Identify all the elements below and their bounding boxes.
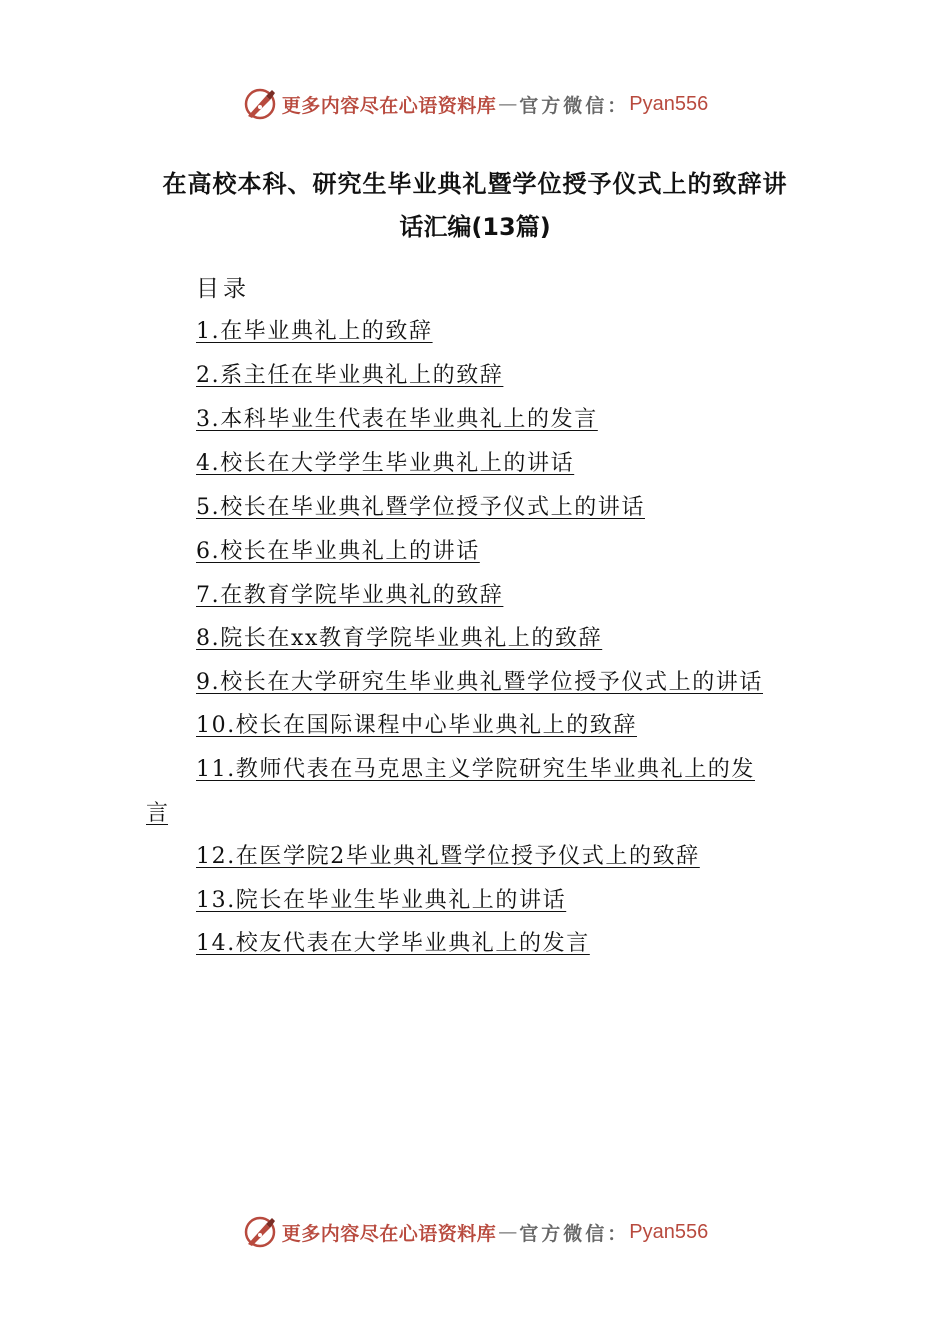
toc-link-9[interactable]: 9.校长在大学研究生毕业典礼暨学位授予仪式上的讲话 — [196, 670, 763, 695]
toc-link-13[interactable]: 13.院长在毕业生毕业典礼上的讲话 — [196, 888, 567, 913]
toc-link-14[interactable]: 14.校友代表在大学毕业典礼上的发言 — [196, 931, 590, 956]
footer-banner — [0, 1212, 950, 1252]
banner-brand-text: 更多内容尽在心语资料库 — [281, 1222, 497, 1245]
document-title-line-2: 话汇编(13篇) — [399, 213, 551, 241]
pen-nib-logo-icon — [242, 86, 278, 122]
toc-link-4[interactable]: 4.校长在大学学生毕业典礼上的讲话 — [196, 451, 575, 476]
toc-link-1[interactable]: 1.在毕业典礼上的致辞 — [196, 319, 433, 344]
toc-heading: 目录 — [196, 276, 250, 302]
toc-link-10[interactable]: 10.校长在国际课程中心毕业典礼上的致辞 — [196, 713, 637, 738]
toc-link-2[interactable]: 2.系主任在毕业典礼上的致辞 — [196, 363, 504, 388]
header-banner — [0, 84, 950, 124]
toc-link-7[interactable]: 7.在教育学院毕业典礼的致辞 — [196, 583, 504, 608]
toc-link-6[interactable]: 6.校长在毕业典礼上的讲话 — [196, 539, 480, 564]
banner-brand-text: 更多内容尽在心语资料库 — [281, 94, 497, 117]
toc-link-5[interactable]: 5.校长在毕业典礼暨学位授予仪式上的讲话 — [196, 495, 645, 520]
document-title-line-1: 在高校本科、研究生毕业典礼暨学位授予仪式上的致辞讲 — [162, 170, 788, 198]
banner-wechat-label: 官方微信： — [519, 1222, 630, 1245]
banner-dash: — — [498, 93, 518, 115]
banner-wechat-id: Pyan556 — [629, 1220, 709, 1243]
toc-link-8[interactable]: 8.院长在xx教育学院毕业典礼上的致辞 — [196, 626, 603, 651]
toc-link-11-continuation[interactable]: 言 — [146, 801, 169, 826]
banner-dash: — — [498, 1221, 518, 1243]
banner-wechat-id: Pyan556 — [629, 92, 709, 115]
toc-link-11[interactable]: 11.教师代表在马克思主义学院研究生毕业典礼上的发 — [196, 757, 755, 782]
pen-nib-logo-icon — [242, 1214, 278, 1250]
banner-wechat-label: 官方微信： — [519, 94, 630, 117]
toc-link-12[interactable]: 12.在医学院2毕业典礼暨学位授予仪式上的致辞 — [196, 844, 700, 869]
toc-link-3[interactable]: 3.本科毕业生代表在毕业典礼上的发言 — [196, 407, 598, 432]
